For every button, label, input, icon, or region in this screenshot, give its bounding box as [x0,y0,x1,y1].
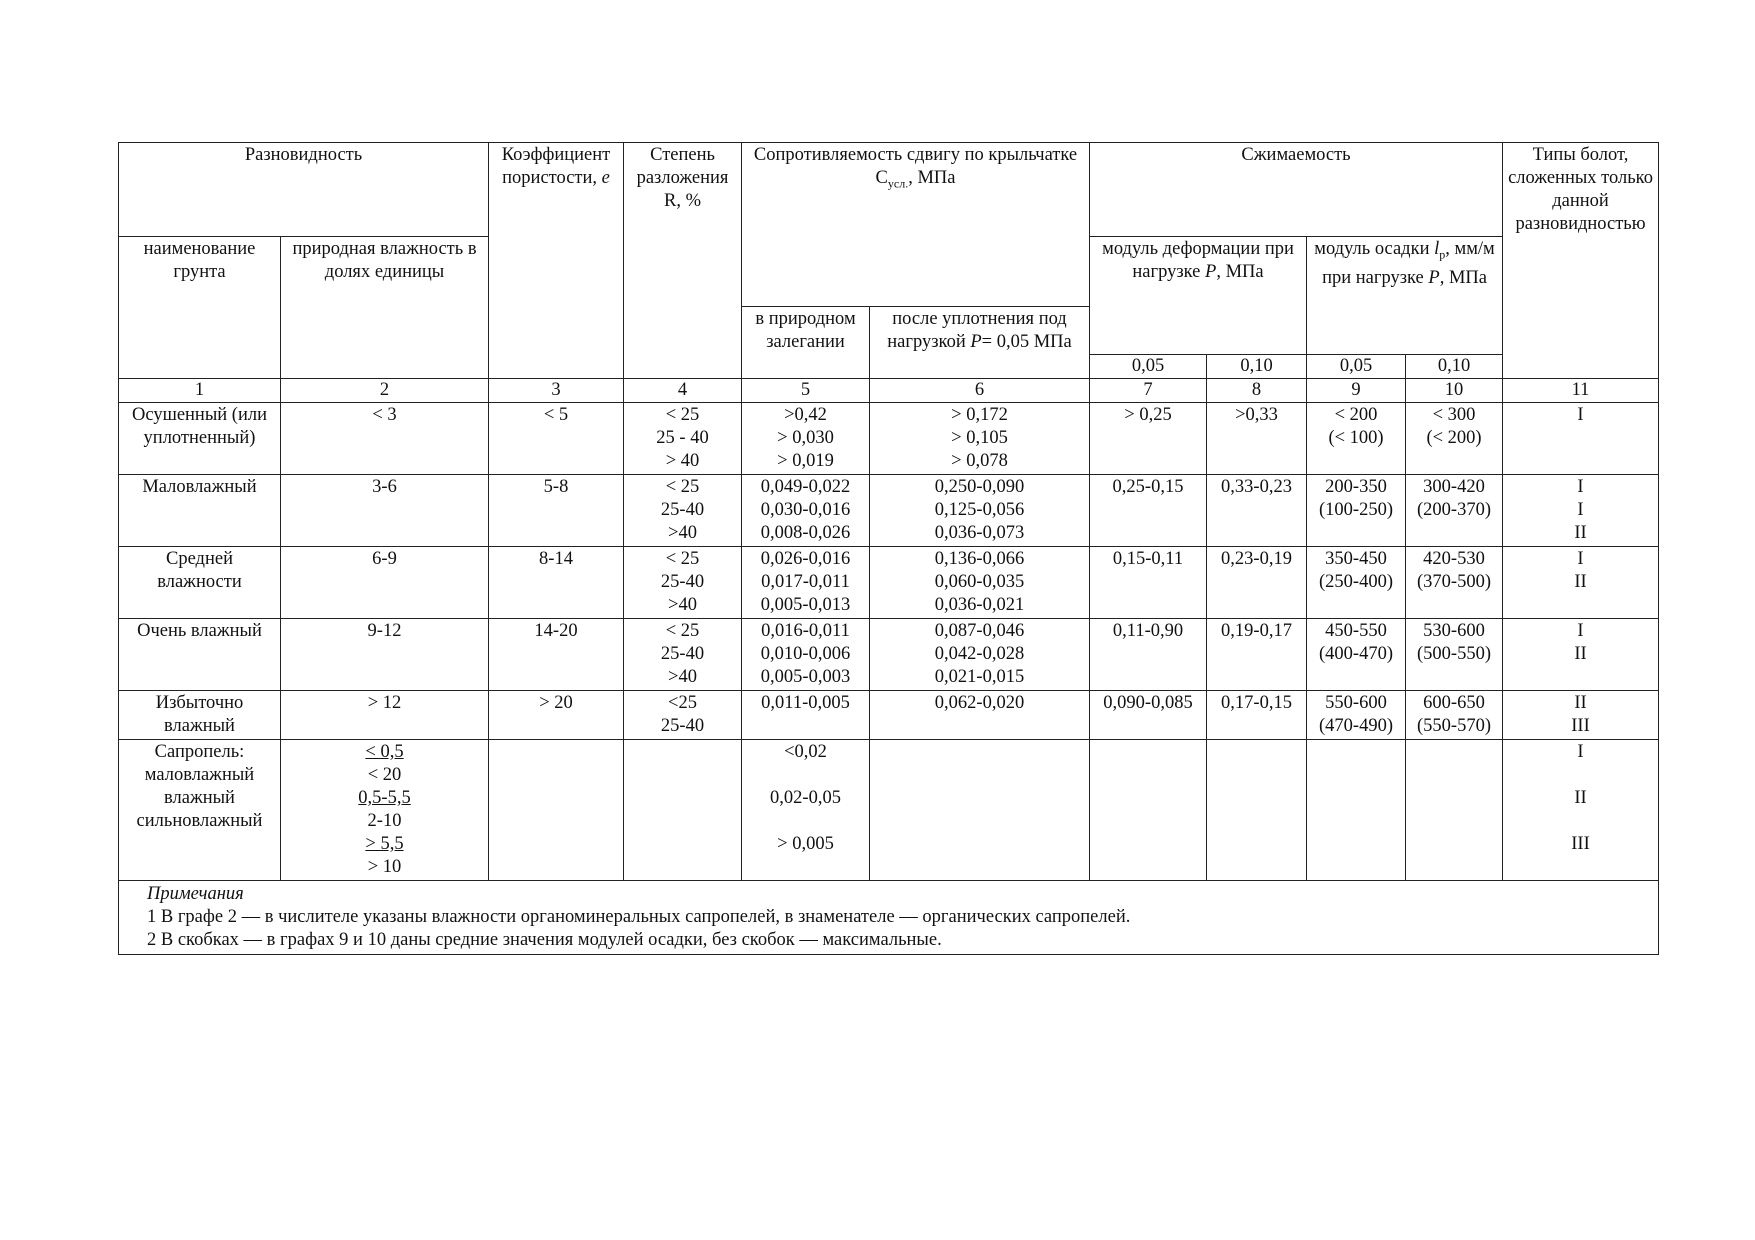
cell-settle-010 [1406,691,1503,740]
shear-natural-value: 0,016-0,011 [761,621,850,641]
cell-porosity: 5-8 [489,475,624,547]
sapropel-shear-compacted [870,740,1090,881]
cell-deform-005: 0,090-0,085 [1090,691,1207,740]
decomposition-value: < 25 [665,549,700,569]
cell-porosity: 8-14 [489,547,624,619]
sapropel-moisture-denominator: < 20 [367,765,402,785]
cell-deform-005: > 0,25 [1090,403,1207,475]
column-numbers-row [119,379,1659,403]
cell-shear-compacted [870,619,1090,691]
column-number: 8 [1207,379,1307,403]
column-number: 4 [624,379,742,403]
bog-types-value: III [1571,716,1590,736]
cell-deform-010: >0,33 [1207,403,1307,475]
cell-soil-name: Маловлажный [119,475,281,547]
cell-shear-natural [742,403,870,475]
shear-compacted-value: > 0,078 [951,451,1008,471]
shear-compacted-value: 0,042-0,028 [934,644,1025,664]
decomposition-value: >40 [668,595,697,615]
settle-010-value: (< 200) [1426,428,1482,448]
cell-settle-010 [1406,619,1503,691]
settle-005-value: 550-600 [1325,693,1387,713]
cell-deform-010: 0,23-0,19 [1207,547,1307,619]
decomposition-value: 25-40 [660,500,705,520]
decomposition-value: >40 [668,667,697,687]
settle-010-value: 530-600 [1423,621,1485,641]
cell-porosity: < 5 [489,403,624,475]
cell-shear-compacted [870,475,1090,547]
column-number: 7 [1090,379,1207,403]
cell-settle-005 [1307,475,1406,547]
settle-005-value: (100-250) [1319,500,1393,520]
column-number: 11 [1503,379,1659,403]
shear-natural-value: 0,008-0,026 [760,523,851,543]
column-number: 3 [489,379,624,403]
decomposition-value: 25 - 40 [656,428,709,448]
bog-types-value: I [1577,500,1584,520]
sapropel-porosity [489,740,624,881]
table-row [119,547,1659,619]
shear-compacted-value: > 0,172 [951,405,1008,425]
sapropel-settle-010 [1406,740,1503,881]
bog-types-value: I [1577,405,1584,425]
column-number: 2 [281,379,489,403]
sapropel-moisture-numerator: 0,5-5,5 [358,788,411,808]
shear-natural-value: 0,017-0,011 [761,572,850,592]
cell-soil-name: Осушенный (или уплотненный) [119,403,281,475]
decomposition-value: < 25 [665,621,700,641]
sapropel-name: маловлажный [144,765,255,785]
cell-shear-natural [742,547,870,619]
cell-deform-010: 0,19-0,17 [1207,619,1307,691]
cell-settle-010 [1406,475,1503,547]
decomposition-value: 25-40 [660,572,705,592]
shear-natural-value: 0,026-0,016 [760,549,851,569]
shear-compacted-value: 0,036-0,021 [934,595,1025,615]
cell-shear-natural [742,475,870,547]
cell-soil-name: Средней влажности [119,547,281,619]
cell-settle-010 [1406,547,1503,619]
load-settle-010: 0,10 [1406,355,1503,379]
cell-settle-005 [1307,403,1406,475]
sapropel-bog-type: II [1574,788,1587,808]
settle-005-value: 200-350 [1325,477,1387,497]
peat-properties-table [118,142,1659,955]
settle-005-value: 450-550 [1325,621,1387,641]
shear-compacted-value: 0,021-0,015 [934,667,1025,687]
bog-types-value: II [1574,693,1587,713]
cell-soil-name: Избыточно влажный [119,691,281,740]
table-row [119,619,1659,691]
shear-compacted-value: 0,136-0,066 [934,549,1025,569]
settle-010-value: 600-650 [1423,693,1485,713]
shear-compacted-value: 0,036-0,073 [934,523,1025,543]
sapropel-moisture-numerator: < 0,5 [365,742,404,762]
cell-shear-compacted [870,403,1090,475]
shear-compacted-value: 0,087-0,046 [934,621,1025,641]
sapropel-name: сильновлажный [136,811,263,831]
sapropel-bog-types [1503,740,1659,881]
column-number: 10 [1406,379,1503,403]
cell-deform-005: 0,25-0,15 [1090,475,1207,547]
cell-shear-natural [742,691,870,740]
sapropel-bog-type: I [1577,742,1584,762]
settle-005-value: (400-470) [1319,644,1393,664]
cell-deform-005: 0,11-0,90 [1090,619,1207,691]
sapropel-shear-value: 0,02-0,05 [770,788,841,808]
header-soil-name: наименование грунта [119,237,281,379]
sapropel-bog-type: III [1571,834,1590,854]
table-row [119,691,1659,740]
cell-bog-types [1503,547,1659,619]
shear-compacted-value: 0,060-0,035 [934,572,1025,592]
cell-bog-types [1503,475,1659,547]
cell-decomposition [624,403,742,475]
cell-natural-moisture: > 12 [281,691,489,740]
column-number: 5 [742,379,870,403]
notes-row [119,881,1659,955]
cell-natural-moisture: 9-12 [281,619,489,691]
cell-deform-010: 0,33-0,23 [1207,475,1307,547]
header-porosity: Коэффициент пористости, е [489,143,624,379]
bog-types-value: I [1577,549,1584,569]
settle-005-value: (250-400) [1319,572,1393,592]
shear-compacted-value: 0,250-0,090 [934,477,1025,497]
sapropel-decomposition [624,740,742,881]
settle-010-value: (370-500) [1417,572,1491,592]
shear-natural-value: 0,005-0,003 [760,667,851,687]
table-row [119,475,1659,547]
shear-natural-value: 0,011-0,005 [761,693,850,713]
column-number: 9 [1307,379,1406,403]
cell-shear-compacted [870,691,1090,740]
decomposition-value: > 40 [665,451,700,471]
load-settle-005: 0,05 [1307,355,1406,379]
table-row [119,403,1659,475]
notes-title: Примечания [147,884,244,904]
sapropel-moisture [281,740,489,881]
cell-settle-005 [1307,619,1406,691]
settle-005-value: < 200 [1334,405,1378,425]
sapropel-moisture-numerator: > 5,5 [365,834,404,854]
sapropel-name: влажный [164,788,235,808]
shear-natural-value: > 0,030 [777,428,834,448]
cell-bog-types [1503,619,1659,691]
decomposition-value: 25-40 [660,644,705,664]
decomposition-value: 25-40 [660,716,705,736]
cell-settle-010 [1406,403,1503,475]
cell-deform-010: 0,17-0,15 [1207,691,1307,740]
header-natural-moisture: природная влажность в долях единицы [281,237,489,379]
shear-compacted-value: > 0,105 [951,428,1008,448]
load-deform-010: 0,10 [1207,355,1307,379]
sapropel-row [119,740,1659,881]
cell-porosity: > 20 [489,691,624,740]
document-page [118,142,1658,955]
cell-deform-005: 0,15-0,11 [1090,547,1207,619]
bog-types-value: II [1574,523,1587,543]
sapropel-name: Сапропель: [154,742,245,762]
cell-shear-compacted [870,547,1090,619]
shear-compacted-value: 0,062-0,020 [934,693,1025,713]
settle-005-value: 350-450 [1325,549,1387,569]
cell-bog-types [1503,691,1659,740]
sapropel-deform-010 [1207,740,1307,881]
settle-005-value: (< 100) [1328,428,1384,448]
header-bog-types: Типы болот, сложенных только данной разновидностью [1503,143,1659,379]
cell-settle-005 [1307,691,1406,740]
load-deform-005: 0,05 [1090,355,1207,379]
column-number: 6 [870,379,1090,403]
header-shear-compacted: после уплотнения под нагрузкой P= 0,05 МПа [870,307,1090,379]
cell-soil-name: Очень влажный [119,619,281,691]
decomposition-value: >40 [668,523,697,543]
bog-types-value: II [1574,572,1587,592]
shear-compacted-value: 0,125-0,056 [934,500,1025,520]
decomposition-value: < 25 [665,405,700,425]
header-shear: Сопротивляемость сдвигу по крыльчатке $С_{усл.}$, МПа [742,143,1090,307]
settle-010-value: 420-530 [1423,549,1485,569]
header-deformation-modulus: модуль деформации при нагрузке P, МПа [1090,237,1307,355]
settle-010-value: (200-370) [1417,500,1491,520]
cell-decomposition [624,619,742,691]
cell-natural-moisture: 3-6 [281,475,489,547]
cell-porosity: 14-20 [489,619,624,691]
header-decomposition: Степень разложения R, % [624,143,742,379]
sapropel-shear-natural [742,740,870,881]
cell-decomposition [624,547,742,619]
sapropel-deform-005 [1090,740,1207,881]
cell-decomposition [624,691,742,740]
sapropel-shear-value: > 0,005 [777,834,834,854]
bog-types-value: II [1574,644,1587,664]
header-settlement-modulus: модуль осадки $l_p$, мм/м при нагрузке P, МПа [1307,237,1503,355]
shear-natural-value: 0,010-0,006 [760,644,851,664]
sapropel-shear-value: <0,02 [784,742,827,762]
cell-natural-moisture: 6-9 [281,547,489,619]
sapropel-moisture-denominator: > 10 [367,857,402,877]
sapropel-settle-005 [1307,740,1406,881]
sapropel-moisture-denominator: 2-10 [367,811,402,831]
header-compressibility: Сжимаемость [1090,143,1503,237]
sapropel-names [119,740,281,881]
shear-natural-value: 0,005-0,013 [760,595,851,615]
settle-010-value: < 300 [1432,405,1476,425]
decomposition-value: <25 [668,693,697,713]
shear-natural-value: 0,049-0,022 [760,477,851,497]
cell-shear-natural [742,619,870,691]
header-shear-natural: в природном залегании [742,307,870,379]
notes [119,881,1659,955]
cell-bog-types [1503,403,1659,475]
shear-natural-value: >0,42 [784,405,827,425]
column-number: 1 [119,379,281,403]
settle-010-value: (550-570) [1417,716,1491,736]
settle-010-value: 300-420 [1423,477,1485,497]
note-line: 1 В графе 2 — в числителе указаны влажности органоминеральных сапропелей, в знаменателе — органических сапропелей. [147,907,1131,927]
decomposition-value: < 25 [665,477,700,497]
cell-settle-005 [1307,547,1406,619]
cell-natural-moisture: < 3 [281,403,489,475]
settle-010-value: (500-550) [1417,644,1491,664]
shear-natural-value: > 0,019 [777,451,834,471]
shear-natural-value: 0,030-0,016 [760,500,851,520]
note-line: 2 В скобках — в графах 9 и 10 даны средние значения модулей осадки, без скобок — максимальные. [147,930,942,950]
cell-decomposition [624,475,742,547]
settle-005-value: (470-490) [1319,716,1393,736]
header-variety: Разновидность [119,143,489,237]
bog-types-value: I [1577,621,1584,641]
bog-types-value: I [1577,477,1584,497]
